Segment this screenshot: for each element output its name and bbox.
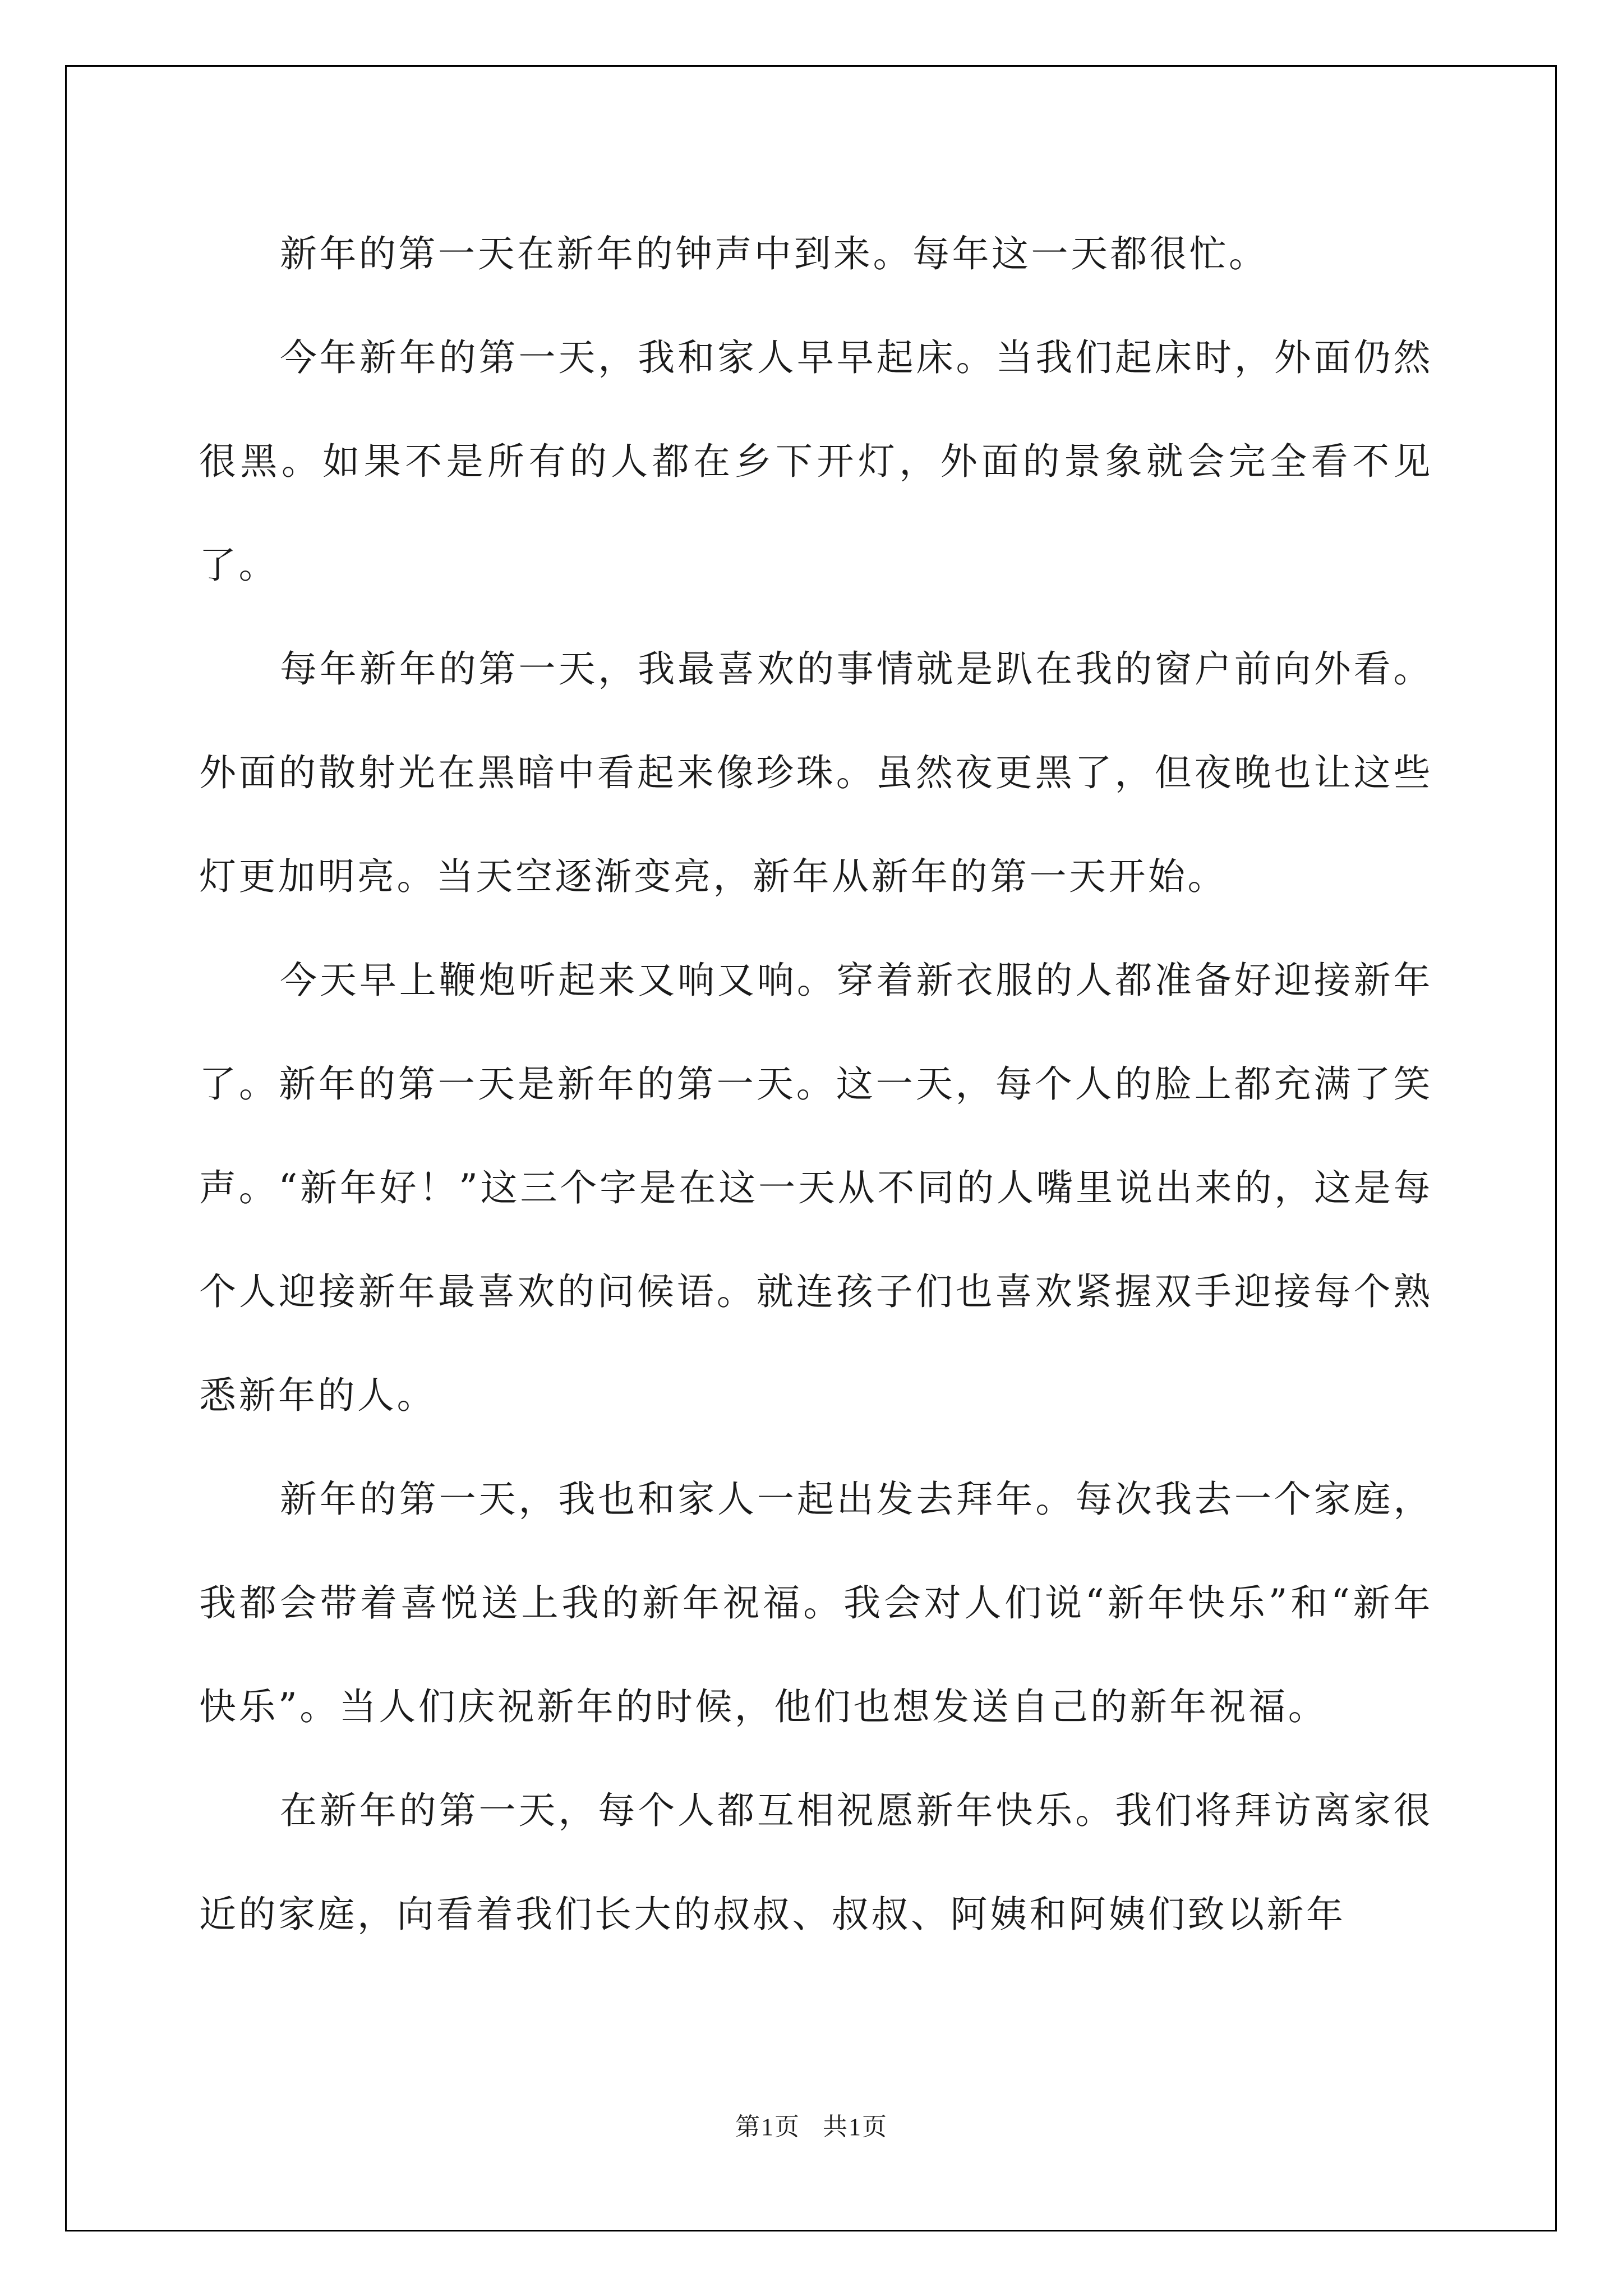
paragraph: 每年新年的第一天，我最喜欢的事情就是趴在我的窗户前向外看。外面的散射光在黑暗中看起来像珍珠。虽然夜更黑了，但夜晚也让这些灯更加明亮。当天空逐渐变亮，新年从新年的第一天开始。	[199, 647, 1433, 898]
page-number: 第1页	[735, 2113, 800, 2141]
paragraph: 在新年的第一天，每个人都互相祝愿新年快乐。我们将拜访离家很近的家庭，向看着我们长大的叔叔、叔叔、阿姨和阿姨们致以新年	[199, 1789, 1433, 1936]
paragraph: 新年的第一天在新年的钟声中到来。每年这一天都很忙。	[280, 232, 1269, 275]
paragraph: 新年的第一天，我也和家人一起出发去拜年。每次我去一个家庭，我都会带着喜悦送上我的新年祝福。我会对人们说“新年快乐”和“新年快乐”。当人们庆祝新年的时候，他们也想发送自己的新年祝福。	[199, 1478, 1433, 1728]
paragraph: 今年新年的第一天，我和家人早早起床。当我们起床时，外面仍然很黑。如果不是所有的人都在乡下开灯，外面的景象就会完全看不见了。	[199, 336, 1433, 587]
document-body	[199, 202, 1433, 1966]
paragraph: 今天早上鞭炮听起来又响又响。穿着新衣服的人都准备好迎接新年了。新年的第一天是新年的第一天。这一天，每个人的脸上都充满了笑声。“新年好！”这三个字是在这一天从不同的人嘴里说出来的，这是每个人迎接新年最喜欢的问候语。就连孩子们也喜欢紧握双手迎接每个熟悉新年的人。	[199, 959, 1433, 1417]
page-total: 共1页	[823, 2113, 888, 2141]
page-footer	[0, 2106, 1623, 2142]
